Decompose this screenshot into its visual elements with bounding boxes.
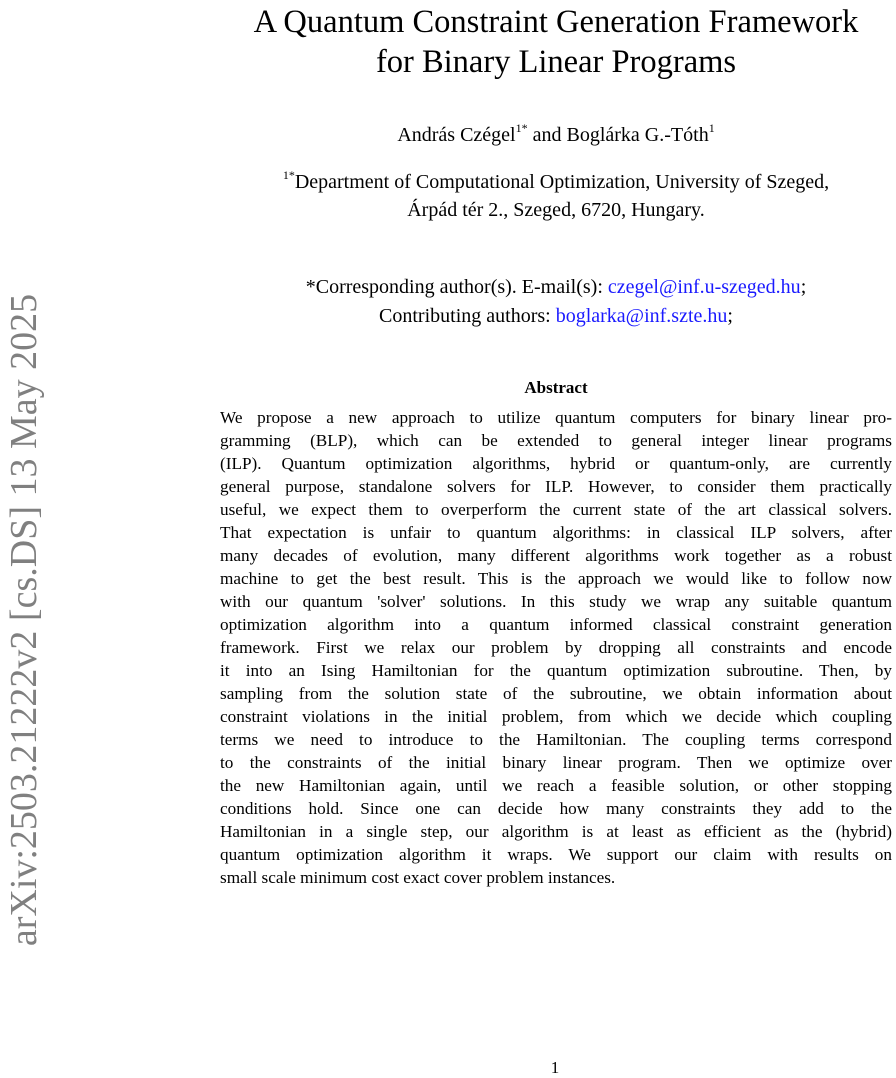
contrib-email-link[interactable]: boglarka@inf.szte.hu bbox=[555, 305, 728, 327]
abstract-line: (ILP). Quantum optimization algorithms, hybrid or quantum-only, are currently bbox=[220, 454, 892, 473]
separator: ; bbox=[727, 305, 733, 327]
abstract-line: We propose a new approach to utilize quantum computers for binary linear pro- bbox=[220, 408, 892, 427]
page-number: 1 bbox=[550, 1058, 560, 1077]
abstract-line: sampling from the solution state of the subroutine, we obtain information about bbox=[220, 684, 892, 703]
abstract-line: framework. First we relax our problem by dropping all constraints and encode bbox=[220, 638, 892, 657]
abstract-line: with our quantum 'solver' solutions. In this study we wrap any suitable quantum bbox=[220, 592, 892, 611]
abstract-line: general purpose, standalone solvers for ILP. However, to consider them practically bbox=[220, 477, 892, 496]
contrib-label: Contributing authors: bbox=[379, 305, 556, 327]
author-name: Boglárka G.-Tóth bbox=[566, 124, 709, 146]
abstract-line: it into an Ising Hamiltonian for the quantum optimization subroutine. Then, by bbox=[220, 661, 892, 680]
abstract-line: gramming (BLP), which can be extended to general integer linear programs bbox=[220, 431, 892, 450]
abstract-line: the new Hamiltonian again, until we reach a feasible solution, or other stopping bbox=[220, 776, 892, 795]
title-line: for Binary Linear Programs bbox=[375, 44, 737, 80]
abstract-line: quantum optimization algorithm it wraps. We support our claim with results on bbox=[220, 845, 892, 864]
abstract-line: terms we need to introduce to the Hamiltonian. The coupling terms correspond bbox=[220, 730, 892, 749]
abstract-line: useful, we expect them to overperform the current state of the art classical solvers. bbox=[220, 500, 892, 519]
abstract-line: to the constraints of the initial binary linear program. Then we optimize over bbox=[220, 753, 892, 772]
abstract-line: optimization algorithm into a quantum informed classical constraint generation bbox=[220, 615, 892, 634]
arxiv-identifier: arXiv:2503.21222v2 [cs.DS] 13 May 2025 bbox=[3, 293, 45, 947]
separator: ; bbox=[800, 276, 807, 298]
paper-title bbox=[216, 2, 896, 82]
affil-mark: 1* bbox=[282, 168, 295, 182]
author-name: András Czégel bbox=[397, 124, 516, 146]
abstract-line: small scale minimum cost exact cover problem instances. bbox=[220, 868, 616, 887]
correspondence bbox=[216, 273, 896, 331]
abstract-line: Hamiltonian in a single step, our algorithm is at least as efficient as the (hybrid) bbox=[220, 822, 892, 841]
abstract-line: conditions hold. Since one can decide how many constraints they add to the bbox=[220, 799, 892, 818]
abstract-line: constraint violations in the initial problem, from which we decide which coupling bbox=[220, 707, 892, 726]
abstract-body bbox=[220, 406, 892, 889]
author-list bbox=[216, 121, 896, 147]
abstract-line: many decades of evolution, many different algorithms work together as a robust bbox=[220, 546, 892, 565]
abstract-heading: Abstract bbox=[524, 378, 588, 397]
affiliation bbox=[216, 168, 896, 224]
affil-line: Department of Computational Optimization, University of Szeged, bbox=[294, 171, 830, 193]
corr-email-link[interactable]: czegel@inf.u-szeged.hu bbox=[607, 276, 801, 298]
author-affil-mark: 1* bbox=[515, 121, 528, 135]
abstract-line: That expectation is unfair to quantum algorithms: in classical ILP solvers, after bbox=[220, 523, 892, 542]
corr-label: *Corresponding author(s). E-mail(s): bbox=[305, 276, 608, 298]
title-line: A Quantum Constraint Generation Framework bbox=[253, 4, 859, 40]
abstract-line: machine to get the best result. This is the approach we would like to follow now bbox=[220, 569, 892, 588]
author-conjunction: and bbox=[527, 124, 567, 146]
affil-line: Árpád tér 2., Szeged, 6720, Hungary. bbox=[407, 199, 705, 221]
author-affil-mark: 1 bbox=[708, 121, 715, 135]
